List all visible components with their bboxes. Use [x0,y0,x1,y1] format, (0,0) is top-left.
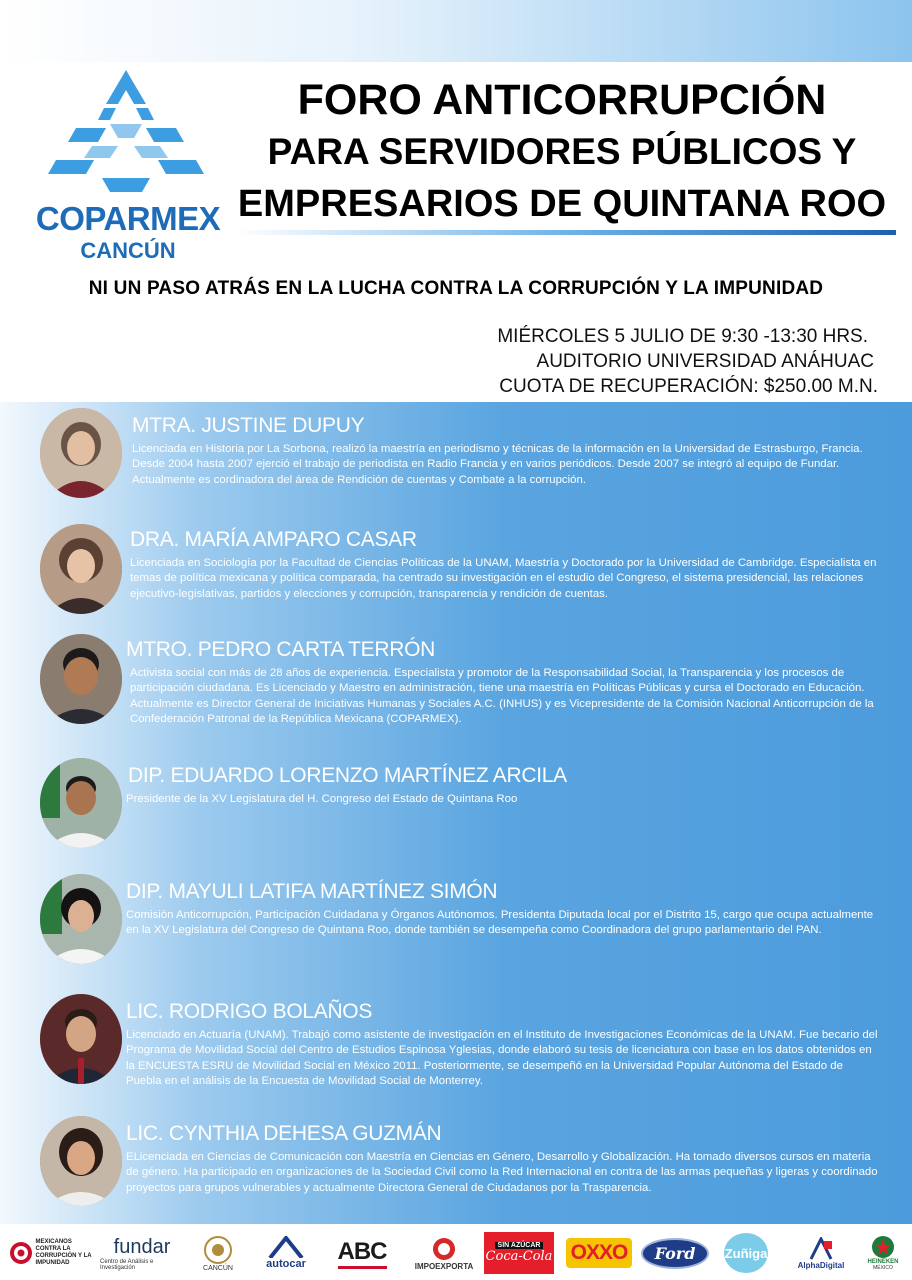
sponsor-fundar-sub: Centro de Análisis e Investigación [100,1258,154,1271]
speaker-name: DIP. MAYULI LATIFA MARTÍNEZ SIMÓN [126,880,498,903]
sponsor-abc [330,1232,394,1274]
speaker-bio: Presidente de la XV Legislatura del H. Congreso del Estado de Quintana Roo [126,793,518,805]
target-icon [9,1241,33,1265]
sponsor-alphadigital-text: AlphaDigital [797,1260,845,1270]
sponsor-ford-text: Ford [641,1238,710,1269]
sponsors-strip [0,1224,912,1280]
sponsor-oxxo-text: OXXO [566,1238,633,1268]
sponsor-oxxo [566,1232,632,1274]
title-underline [236,230,896,235]
heineken-star-icon [870,1235,896,1259]
speaker-bio: Activista social con más de 28 años de experiencia. Especialista y promotor de la Responsabilidad Social, la Transparencia y los procesos de participación ciudadana. Es Licenciado y Maestro en administración, tiene una maestría en Políticas Públicas y cursa el Doctorado en Educación. Actualmente es Director General de Iniciativas Humanas y Sociales A.C. (INHUS) y es Vicepresidente de la Comisión Nacional Anticorrupción de la Confederación Patronal de la República Mexicana (COPARMEX). [130,667,874,725]
header [0,0,912,410]
logo-name: COPARMEX [35,200,221,237]
sponsor-heineken-text: HEINEKEN [867,1259,899,1265]
alphadigital-a-icon [808,1237,834,1261]
speakers-section [0,402,912,1224]
anahuac-seal-icon [203,1235,233,1265]
sponsor-mcci [8,1232,94,1274]
sponsor-fundar [100,1232,184,1274]
sponsor-autocar-text: autocar [266,1258,306,1270]
autocar-arch-icon [266,1236,306,1258]
sponsor-autocar [250,1232,322,1274]
event-fee: CUOTA DE RECUPERACIÓN: $250.00 M.N. [499,376,878,397]
speaker-photo [40,634,122,724]
title-line-1: FORO ANTICORRUPCIÓN [297,76,827,124]
sponsor-cocacola [484,1232,554,1274]
speaker-photo [40,994,122,1084]
sponsor-impoexporta [412,1232,476,1274]
speaker-name: LIC. CYNTHIA DEHESA GUZMÁN [126,1122,442,1145]
title-line-3: EMPRESARIOS DE QUINTANA ROO [237,183,887,225]
sponsor-cocacola-text: Coca-Cola [485,1249,553,1264]
speaker-name: MTRO. PEDRO CARTA TERRÓN [126,638,435,661]
title-line-2: PARA SERVIDORES PÚBLICOS Y [267,131,857,172]
speaker-photo [40,874,122,964]
sponsor-heineken [858,1232,908,1274]
speaker-bio: Licenciada en Sociología por la Facultad de Ciencias Políticas de la UNAM, Maestría y Doctorado por la Universidad de Cambridge. Especialista en temas de política mexicana y política comparada, ha centrado su investigación en el estudio del Congreso, el sistema presidencial, las relaciones ejecutivo-legislativas, partidos y elecciones y corrupción, transparencia y rendición de cuentas. [130,557,877,600]
speaker-name: MTRA. JUSTINE DUPUY [132,414,365,437]
sponsor-abc-text: ABC [338,1238,387,1269]
sponsor-ford [640,1232,710,1274]
sponsor-anahuac [192,1232,244,1274]
coparmex-logo [28,68,228,263]
logo-city: CANCÚN [80,238,176,263]
sponsor-anahuac-text: CANCÚN [203,1264,233,1272]
event-details [497,324,878,399]
event-date: MIÉRCOLES 5 JULIO DE 9:30 -13:30 HRS. [497,326,868,347]
event-title [226,74,898,230]
coparmex-emblem-icon [46,68,206,198]
sponsor-alphadigital [790,1232,852,1274]
slogan: NI UN PASO ATRÁS EN LA LUCHA CONTRA LA CORRUPCIÓN Y LA IMPUNIDAD [88,278,824,299]
speaker-name: DRA. MARÍA AMPARO CASAR [130,528,417,551]
sponsor-mcci-text: MEXICANOS CONTRA LA CORRUPCIÓN Y LA IMPUNIDAD [35,1239,92,1266]
speaker-bio: Comisión Anticorrupción, Participación Cuidadana y Órganos Autónomos. Presidenta Diputada local por el Distrito 15, cargo que ocupa actualmente en la XV Legislatura del Congreso de Quintana Roo, donde también se desempeña como Coordinadora del grupo parlamentario del PAN. [126,909,874,937]
sponsor-heineken-sub: MÉXICO [873,1265,893,1271]
sponsor-impoexporta-text: IMPOEXPORTA [414,1261,474,1271]
sponsor-zuniga [718,1232,774,1274]
speaker-name: LIC. RODRIGO BOLAÑOS [126,1000,373,1023]
sponsor-cocacola-top: SIN AZÚCAR [495,1242,544,1249]
sponsor-zuniga-text: Zuñiga [724,1233,768,1273]
speaker-photo [40,524,122,614]
speaker-name: DIP. EDUARDO LORENZO MARTÍNEZ ARCILA [128,764,567,787]
event-venue: AUDITORIO UNIVERSIDAD ANÁHUAC [536,351,874,372]
speaker-photo [40,408,122,498]
speaker-photo [40,758,122,848]
speaker-bio: Licenciado en Actuaría (UNAM). Trabajó como asistente de investigación en el Instituto de Investigaciones Económicas de la UNAM. Fue becario del Programa de Movilidad Social del Centro de Estudios Espinosa Yglesias, donde elaboró su tesis de licenciatura con base en los datos obtenidos en la ENCUESTA ESRU de Movilidad Social en México 2011. Posteriormente, se desempeñó en la Universidad Popular Autónoma del Estado de Puebla en el análisis de la Encuesta de Movilidad Social de Monterrey. [126,1029,878,1087]
sponsor-fundar-name: fundar [113,1235,171,1258]
speaker-bio: ELicenciada en Ciencias de Comunicación con Maestría en Ciencias en Género, Desarrollo y Globalización. Ha tomado diversos cursos en materia de género. Ha participado en organizaciones de la Sociedad Civil como la Red Internacional en contra de las armas pequeñas y ligeras y coordinado proyectos para grupos vulnerables y actualmente Directora General de Ciudadanos por la Trasparencia. [126,1151,878,1194]
impoexporta-icon [431,1236,457,1262]
speaker-bio: Licenciada en Historia por La Sorbona, realizó la maestría en periodismo y técnicas de la información en la Universidad de Estrasburgo, Francia. Desde 2004 hasta 2007 ejerció el trabajo de periodista en Radio Francia y en varios periódicos. Desde 2007 se integró al equipo de Fundar. Actualmente es cordinadora del área de Rendición de cuentas y Combate a la corrupción. [132,443,863,486]
speaker-photo [40,1116,122,1206]
